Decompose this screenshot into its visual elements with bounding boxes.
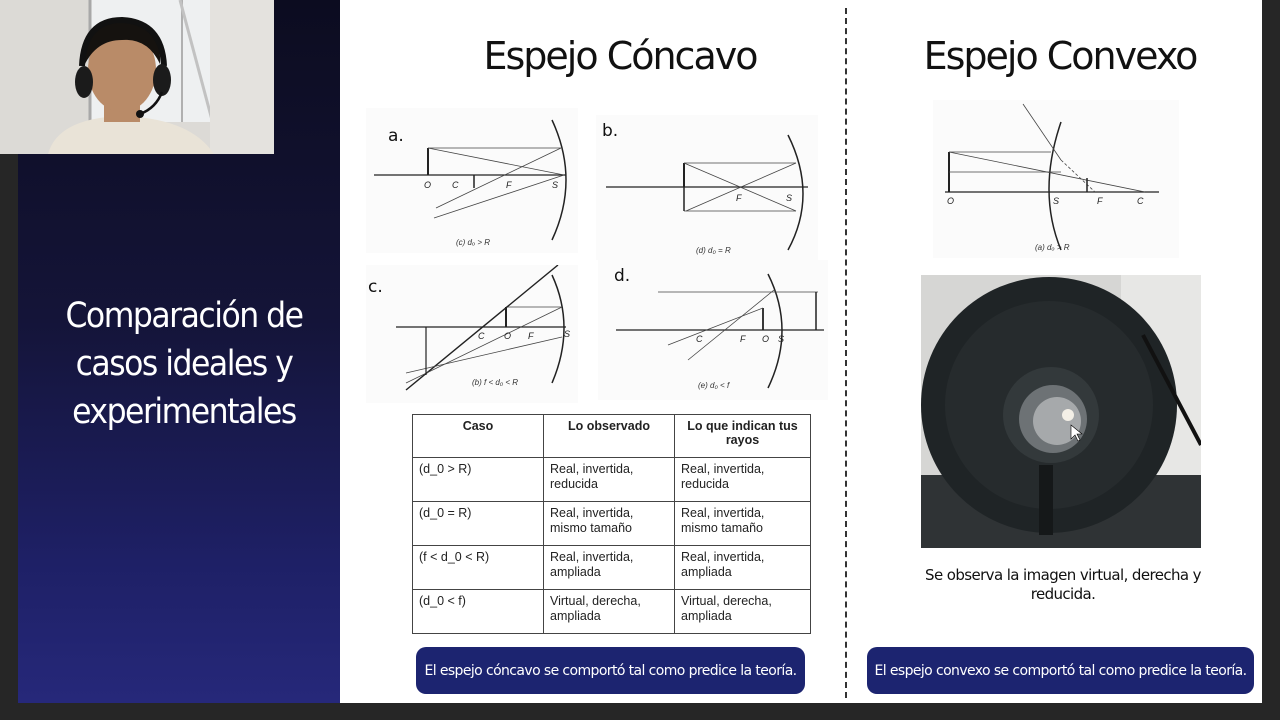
svg-text:F: F (740, 334, 746, 344)
convex-conclusion-banner: El espejo convexo se comportó tal como predice la teoría. (867, 647, 1254, 694)
concave-diagram-d (598, 260, 828, 400)
table-header-row (413, 415, 811, 458)
table-cell: Real, invertida, reducida (544, 458, 675, 502)
svg-text:O: O (947, 196, 955, 206)
slide-title-line-2: casos ideales y (75, 344, 293, 384)
ray-diagram-convex-svg (933, 100, 1179, 258)
concave-title: Espejo Cóncavo (483, 34, 757, 78)
ray-diagram-a-svg (366, 108, 578, 253)
table-cell: (d_0 > R) (413, 458, 544, 502)
diagram-caption: (c) dₒ > R (456, 238, 491, 247)
slide-title-line-3: experimentales (72, 392, 296, 432)
ray-diagram-d-svg (598, 260, 828, 400)
svg-text:S: S (778, 334, 785, 344)
table-header: Lo que indican tus rayos (675, 415, 811, 458)
ray-diagram-c-svg (366, 265, 578, 403)
concave-diagram-b (596, 115, 818, 260)
table-row (413, 590, 811, 634)
diagram-letter: b. (602, 121, 619, 141)
svg-text:O: O (762, 334, 770, 344)
diagram-letter: a. (388, 126, 404, 146)
svg-text:O: O (504, 331, 512, 341)
svg-text:O: O (424, 180, 432, 190)
table-header: Lo observado (544, 415, 675, 458)
svg-text:C: C (478, 331, 485, 341)
convex-title: Espejo Convexo (923, 34, 1197, 78)
convex-mirror-photo (921, 275, 1201, 548)
cases-table (412, 414, 811, 634)
diagram-caption: (b) f < d₀ < R (472, 378, 519, 387)
table-row (413, 502, 811, 546)
table-cell: (f < d_0 < R) (413, 546, 544, 590)
table-header: Caso (413, 415, 544, 458)
svg-text:C: C (452, 180, 459, 190)
caption-line-1: Se observa la imagen virtual, derecha y (925, 566, 1201, 584)
section-divider (845, 8, 847, 698)
convex-diagram (933, 100, 1179, 258)
diagram-letter: c. (368, 277, 383, 297)
concave-diagram-c (366, 265, 578, 403)
mirror-photo-svg (921, 275, 1201, 548)
table-cell: Real, invertida, reducida (675, 458, 811, 502)
diagram-caption: (e) d₀ < f (698, 381, 730, 390)
webcam-scene-svg (0, 0, 274, 154)
slide-title (36, 292, 332, 436)
svg-text:S: S (552, 180, 559, 190)
ray-diagram-b-svg (596, 115, 818, 260)
table-cell: (d_0 = R) (413, 502, 544, 546)
svg-text:C: C (1137, 196, 1144, 206)
table-row (413, 546, 811, 590)
caption-line-2: reducida. (1030, 585, 1096, 603)
svg-text:S: S (786, 193, 793, 203)
webcam-feed (0, 0, 274, 154)
concave-conclusion-banner: El espejo cóncavo se comportó tal como predice la teoría. (416, 647, 805, 694)
table-cell: Virtual, derecha, ampliada (675, 590, 811, 634)
table-cell: Virtual, derecha, ampliada (544, 590, 675, 634)
svg-text:F: F (1097, 196, 1103, 206)
convex-caption (921, 566, 1205, 604)
svg-text:F: F (736, 193, 742, 203)
diagram-letter: d. (614, 266, 631, 286)
diagram-caption: (d) d₀ = R (696, 246, 731, 255)
diagram-caption: (a) dₒ > R (1035, 243, 1070, 252)
concave-diagram-a (366, 108, 578, 253)
table-cell: Real, invertida, ampliada (544, 546, 675, 590)
svg-text:S: S (564, 329, 571, 339)
slide-title-line-1: Comparación de (65, 296, 303, 336)
table-row (413, 458, 811, 502)
svg-text:C: C (696, 334, 703, 344)
table-cell: (d_0 < f) (413, 590, 544, 634)
table-cell: Real, invertida, mismo tamaño (675, 502, 811, 546)
svg-text:S: S (1053, 196, 1060, 206)
table-cell: Real, invertida, mismo tamaño (544, 502, 675, 546)
svg-text:F: F (528, 331, 534, 341)
svg-text:F: F (506, 180, 512, 190)
table-cell: Real, invertida, ampliada (675, 546, 811, 590)
